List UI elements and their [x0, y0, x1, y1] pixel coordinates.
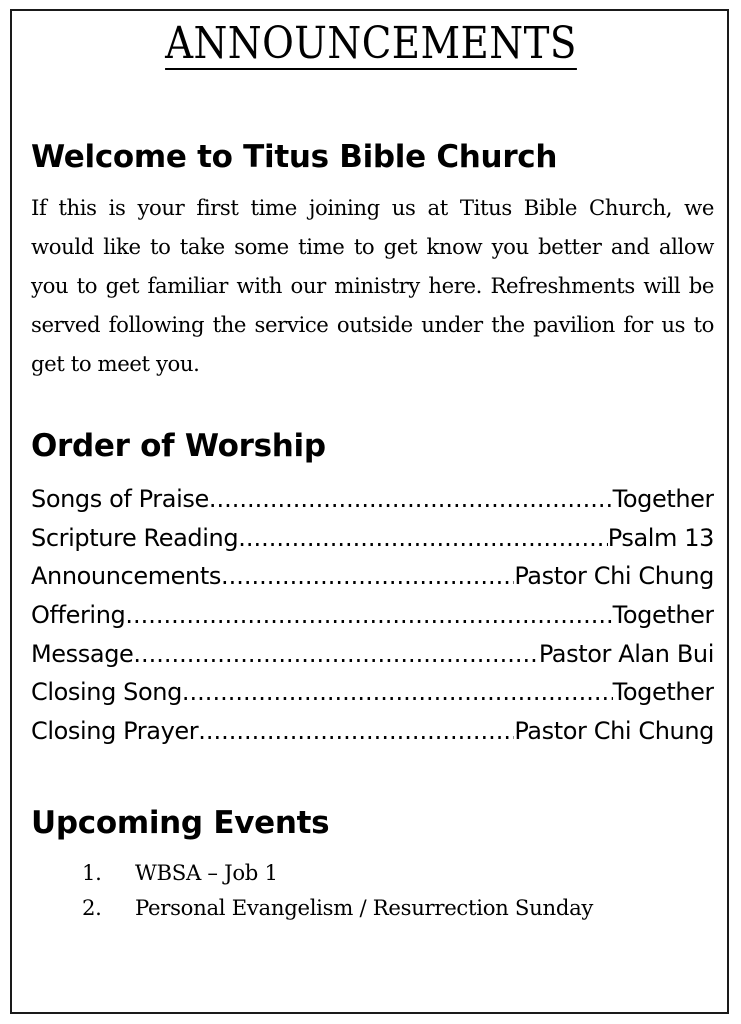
order-row-closing-song: [31, 673, 714, 712]
order-item-label: Message: [31, 639, 134, 668]
list-item: [82, 890, 593, 925]
welcome-heading: Welcome to Titus Bible Church: [31, 139, 558, 175]
dot-leader: [182, 673, 613, 712]
order-item-leader: Together: [612, 678, 714, 707]
list-item-text: Personal Evangelism / Resurrection Sunday: [135, 895, 594, 920]
list-item-text: WBSA – Job 1: [135, 860, 278, 885]
welcome-paragraph: If this is your first time joining us at Titus Bible Church, we would like to take some time to get know you better and allow you to get familiar with our ministry here. Refreshments will be served following the service outside under the pavilion for us to get to meet you.: [31, 195, 714, 376]
page-title: [0, 18, 741, 70]
order-item-label: Offering: [31, 601, 126, 630]
order-of-worship-heading: Order of Worship: [31, 428, 326, 464]
dot-leader: [198, 712, 514, 751]
order-row-offering: [31, 596, 714, 635]
order-row-scripture-reading: [31, 519, 714, 558]
order-item-leader: Pastor Chi Chung: [514, 717, 714, 746]
order-item-label: Songs of Praise: [31, 485, 209, 513]
order-row-closing-prayer: [31, 712, 714, 751]
list-item: [82, 855, 593, 890]
dot-leader: [221, 557, 514, 596]
order-row-announcements: [31, 557, 714, 596]
order-item-leader: Psalm 13: [607, 523, 714, 552]
order-of-worship-list: [31, 480, 714, 751]
page-title-text: ANNOUNCEMENTS: [164, 18, 577, 69]
dot-leader: [238, 519, 608, 558]
order-item-label: Scripture Reading: [31, 523, 239, 552]
dot-leader: [125, 596, 612, 635]
order-item-leader: Together: [612, 601, 714, 630]
order-item-label: Announcements: [31, 562, 221, 591]
order-row-message: [31, 635, 714, 674]
order-item-label: Closing Prayer: [31, 717, 199, 746]
order-row-songs-of-praise: [31, 480, 714, 519]
dot-leader: [133, 635, 538, 674]
list-item-number: 2.: [82, 895, 102, 920]
order-item-leader: Together: [612, 485, 714, 513]
order-item-leader: Pastor Chi Chung: [514, 562, 714, 591]
order-item-label: Closing Song: [31, 678, 182, 707]
upcoming-events-list: [82, 855, 593, 925]
order-item-leader: Pastor Alan Bui: [538, 639, 714, 668]
dot-leader: [209, 480, 613, 519]
list-item-number: 1.: [82, 860, 102, 885]
upcoming-events-heading: Upcoming Events: [31, 805, 330, 841]
